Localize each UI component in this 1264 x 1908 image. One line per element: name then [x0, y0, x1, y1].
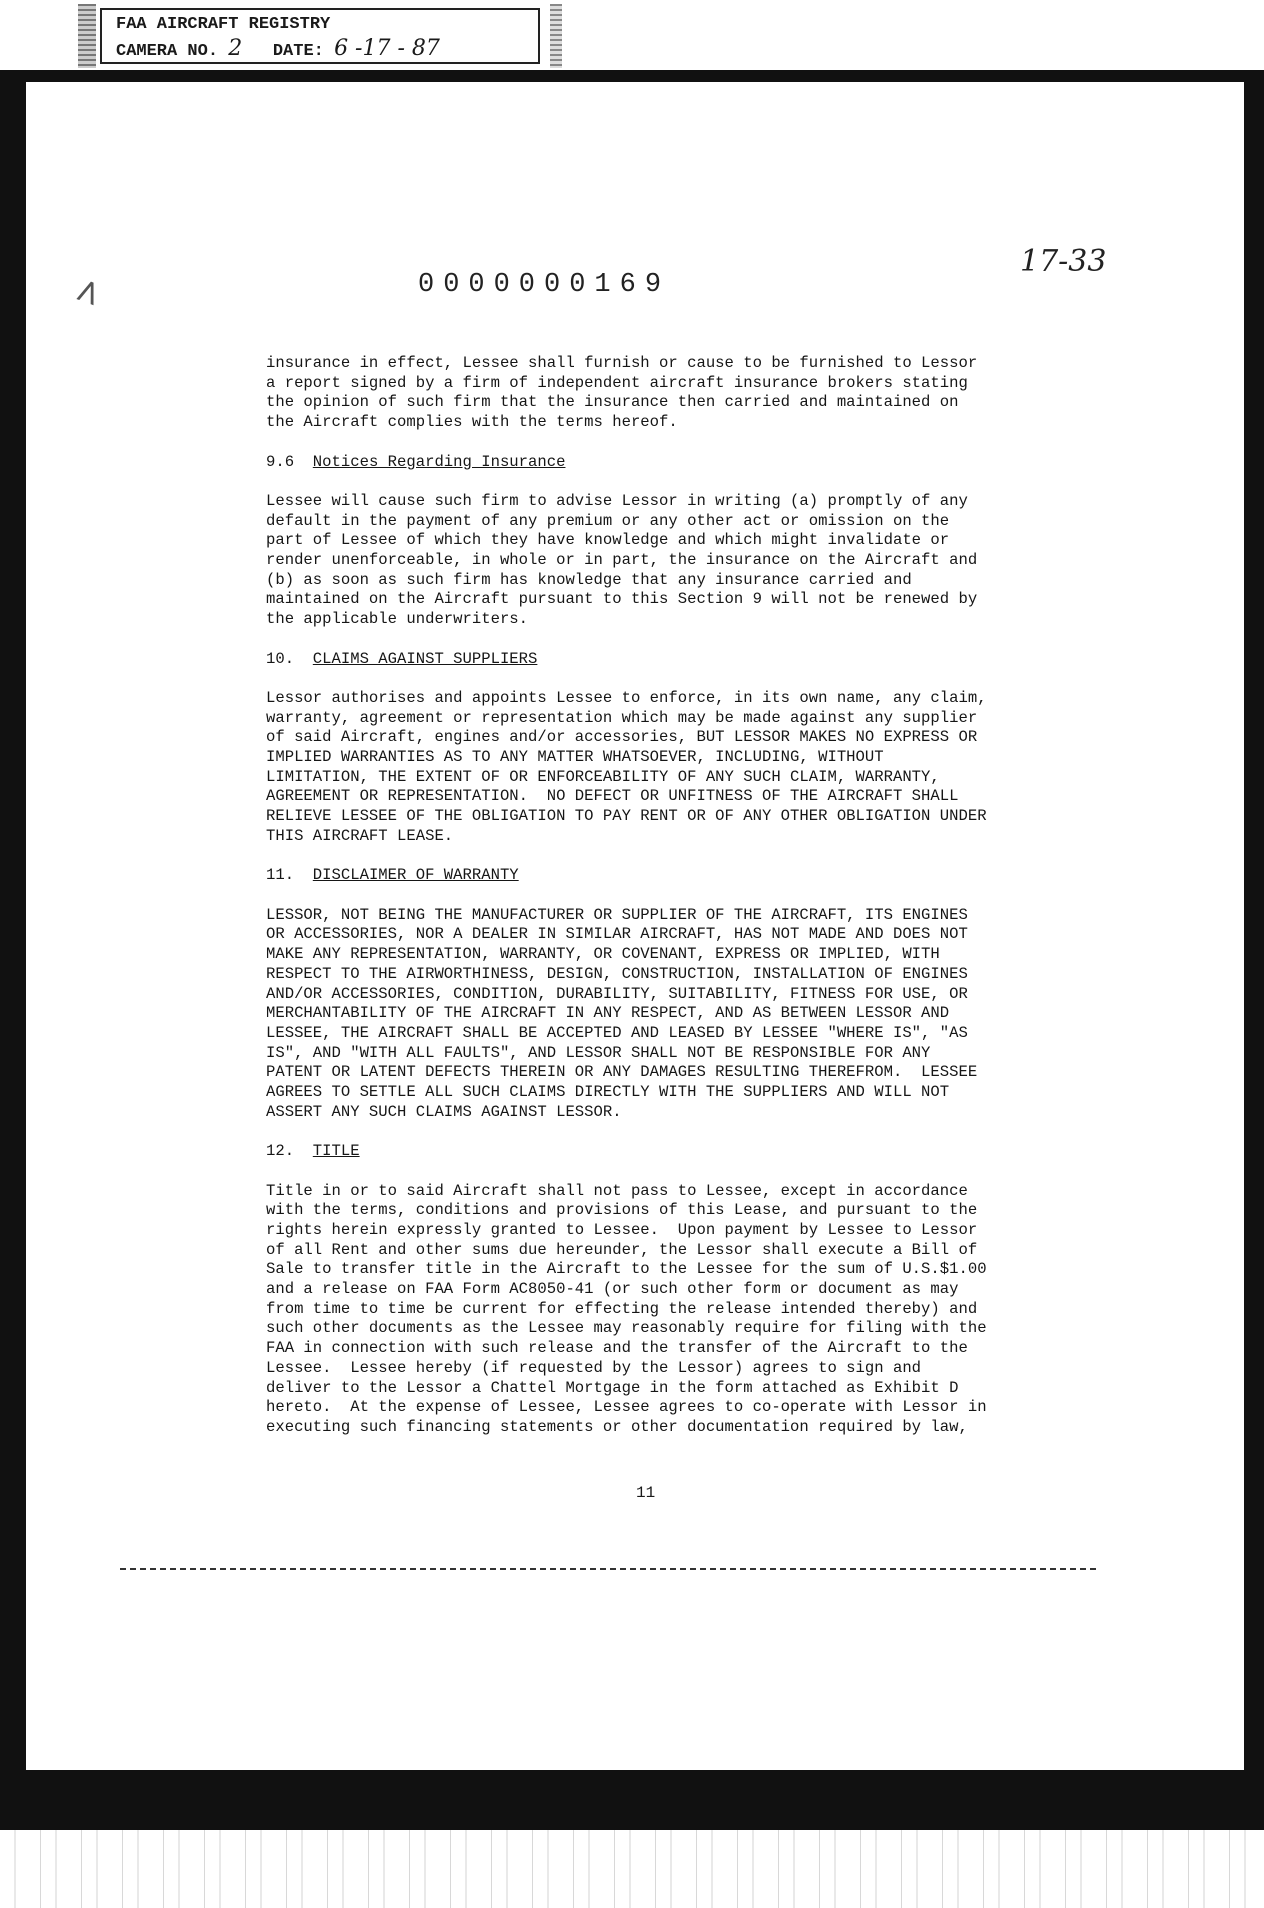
section-number: 10.: [266, 649, 295, 668]
scan-frame-right: [1244, 70, 1264, 1790]
section-number: 12.: [266, 1142, 295, 1161]
section-number: 9.6: [266, 452, 295, 471]
scan-frame-bottom: [0, 1770, 1264, 1830]
document-number: 0000000169: [418, 270, 671, 300]
section-number: 11.: [266, 866, 295, 885]
scan-artifact-left: [78, 4, 96, 68]
camera-label: CAMERA NO.: [116, 42, 219, 61]
registry-stamp: [100, 8, 540, 64]
section-title: CLAIMS AGAINST SUPPLIERS: [312, 649, 538, 668]
scan-frame-left: [0, 70, 26, 1790]
document-body: [266, 354, 1046, 1438]
stamp-camera-date-line: [116, 37, 524, 64]
intro-paragraph: insurance in effect, Lessee shall furnish or cause to be furnished to Lessor a report signed by a firm of independent aircraft insurance brokers stating the opinion of such firm that the insurance then carried and maintained on the Aircraft complies with the terms hereof.: [266, 354, 978, 432]
margin-arrow-mark: >: [64, 271, 112, 313]
section-12-heading: [266, 1142, 360, 1162]
document-page: [26, 82, 1244, 1770]
page-number: 11: [636, 1484, 656, 1502]
section-11-paragraph: LESSOR, NOT BEING THE MANUFACTURER OR SUPPLIER OF THE AIRCRAFT, ITS ENGINES OR ACCESSORIES, NOR A DEALER IN SIMILAR AIRCRAFT, HAS NOT MADE AND DOES NOT MAKE ANY REPRESENTATION, WARRANTY, OR COVENANT, EXPRESS OR IMPLIED, WITH RESPECT TO THE AIRWORTHINESS, DESIGN, CONSTRUCTION, INSTALLATION OF ENGINES AND/OR ACCESSORIES, CONDITION, DURABILITY, SUITABILITY, FITNESS FOR USE, OR MERCHANTABILITY OF THE AIRCRAFT IN ANY RESPECT, AND AS BETWEEN LESSOR AND LESSEE, THE AIRCRAFT SHALL BE ACCEPTED AND LEASED BY LESSEE "WHERE IS", "AS IS", AND "WITH ALL FAULTS", AND LESSOR SHALL NOT BE RESPONSIBLE FOR ANY PATENT OR LATENT DEFECTS THEREIN OR ANY DAMAGES RESULTING THEREFROM. LESSEE AGREES TO SETTLE ALL SUCH CLAIMS DIRECTLY WITH THE SUPPLIERS AND WILL NOT ASSERT ANY SUCH CLAIMS AGAINST LESSOR.: [266, 905, 978, 1121]
section-10-heading: [266, 650, 537, 670]
handwritten-page-reference: 17-33: [1020, 244, 1107, 279]
section-11-heading: [266, 866, 519, 886]
section-title: TITLE: [312, 1142, 360, 1161]
scan-frame-top: [0, 70, 1264, 82]
scan-artifact-right: [550, 4, 562, 68]
section-10-paragraph: Lessor authorises and appoints Lessee to enforce, in its own name, any claim, warranty, agreement or representation which may be made against any supplier of said Aircraft, engines and/or accessories, BUT LESSOR MAKES NO EXPRESS OR IMPLIED WARRANTIES AS TO ANY MATTER WHATSOEVER, INCLUDING, WITHOUT LIMITATION, THE EXTENT OF OR ENFORCEABILITY OF ANY SUCH CLAIM, WARRANTY, AGREEMENT OR REPRESENTATION. NO DEFECT OR UNFITNESS OF THE AIRCRAFT SHALL RELIEVE LESSEE OF THE OBLIGATION TO PAY RENT OR OF ANY OTHER OBLIGATION UNDER THIS AIRCRAFT LEASE.: [266, 688, 987, 845]
scan-noise-strip: [0, 1830, 1264, 1908]
date-label: DATE:: [272, 42, 324, 61]
section-title: Notices Regarding Insurance: [312, 452, 566, 471]
scan-dashed-line: [120, 1568, 1100, 1570]
section-12-paragraph: Title in or to said Aircraft shall not pass to Lessee, except in accordance with the terms, conditions and provisions of this Lease, and pursuant to the rights herein expressly granted to Lessee. Upon payment by Lessee to Lessor of all Rent and other sums due hereunder, the Lessor shall execute a Bill of Sale to transfer title in the Aircraft to the Lessee for the sum of U.S.$1.00 and a release on FAA Form AC8050-41 (or such other form or document as may from time to time be current for effecting the release intended thereby) and such other documents as the Lessee may reasonably require for filing with the FAA in connection with such release and the transfer of the Aircraft to the Lessee. Lessee hereby (if requested by the Lessor) agrees to sign and deliver to the Lessor a Chattel Mortgage in the form attached as Exhibit D hereto. At the expense of Lessee, Lessee agrees to co-operate with Lessor in executing such financing statements or other documentation required by law,: [266, 1181, 987, 1436]
section-9-6-heading: [266, 453, 565, 473]
stamp-title: FAA AIRCRAFT REGISTRY: [116, 15, 331, 34]
section-title: DISCLAIMER OF WARRANTY: [312, 866, 519, 885]
camera-number: 2: [228, 36, 243, 61]
section-9-6-paragraph: Lessee will cause such firm to advise Lessor in writing (a) promptly of any default in the payment of any premium or any other act or omission on the part of Lessee of which they have knowledge and which might invalidate or render unenforceable, in whole or in part, the insurance on the Aircraft and (b) as soon as such firm has knowledge that any insurance carried and maintained on the Aircraft pursuant to this Section 9 will not be renewed by the applicable underwriters.: [266, 491, 978, 629]
date-value: 6 -17 - 87: [334, 36, 440, 61]
